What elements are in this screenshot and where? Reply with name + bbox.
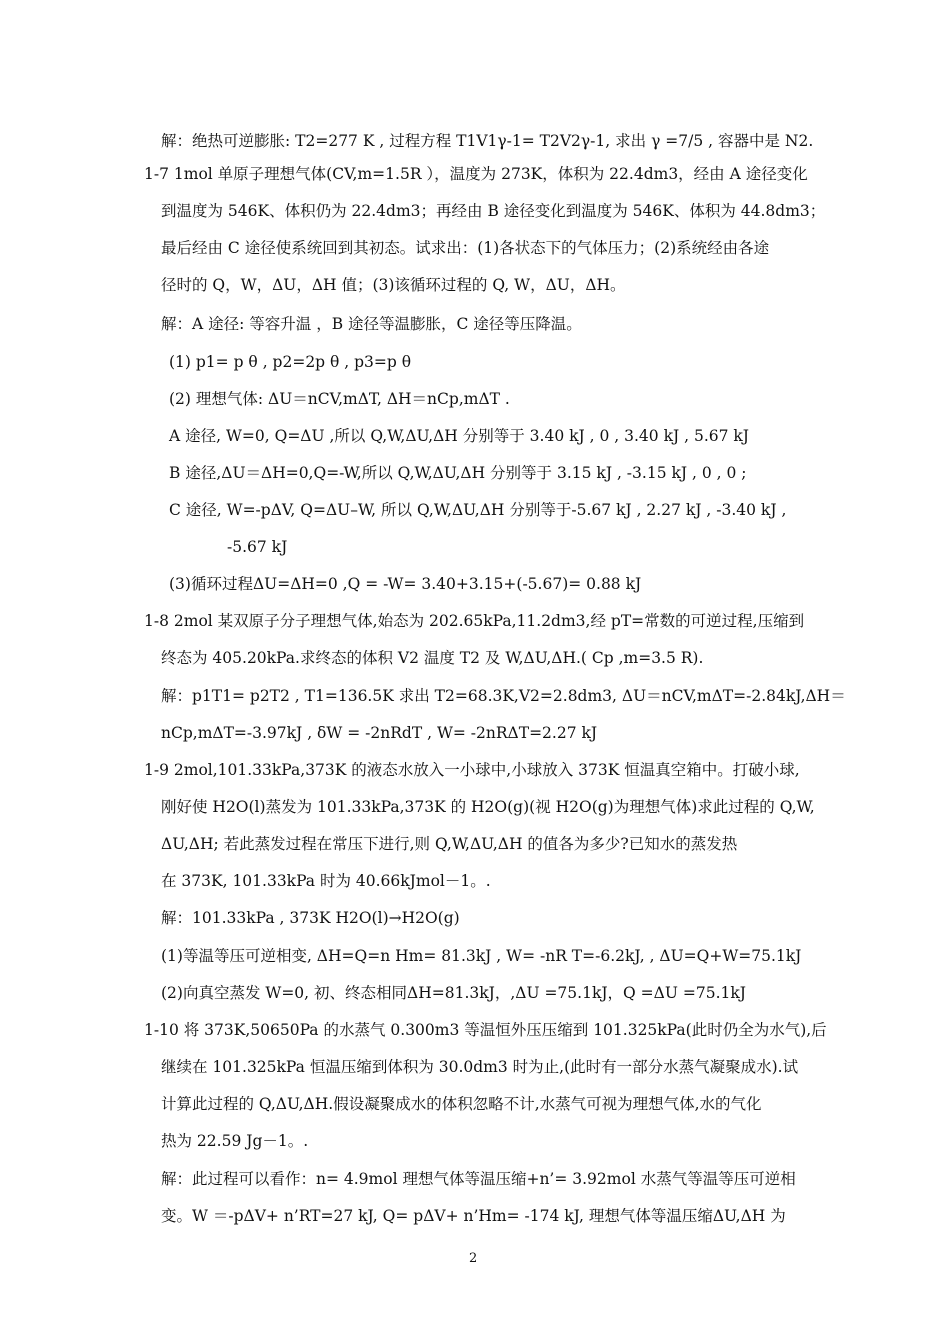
text-line: 终态为 405.20kPa.求终态的体积 V2 温度 T2 及 W,ΔU,ΔH.( Cp ,m=3.5 R). (161, 649, 704, 667)
text-line: (2)向真空蒸发 W=0, 初、终态相同ΔH=81.3kJ，,ΔU =75.1kJ，Q =ΔU =75.1kJ (161, 984, 746, 1002)
text-line: 继续在 101.325kPa 恒温压缩到体积为 30.0dm3 时为止,(此时有一部分水蒸气凝聚成水).试 (161, 1058, 799, 1076)
text-line: 最后经由 C 途径使系统回到其初态。试求出：(1)各状态下的气体压力；(2)系统经由各途 (161, 239, 770, 257)
text-line: C 途径, W=-pΔV, Q=ΔU–W, 所以 Q,W,ΔU,ΔH 分别等于-5.67 kJ , 2.27 kJ , -3.40 kJ , (169, 501, 787, 519)
text-line: 解：绝热可逆膨胀: T2=277 K , 过程方程 T1V1γ-1= T2V2γ-1, 求出 γ =7/5 , 容器中是 N2. (161, 132, 814, 150)
text-line: B 途径,ΔU＝ΔH=0,Q=-W,所以 Q,W,ΔU,ΔH 分别等于 3.15 kJ , -3.15 kJ , 0 , 0 ; (169, 464, 747, 482)
text-line: A 途径, W=0, Q=ΔU ,所以 Q,W,ΔU,ΔH 分别等于 3.40 kJ , 0 , 3.40 kJ , 5.67 kJ (169, 427, 750, 445)
text-line: nCp,mΔT=-3.97kJ , δW = -2nRdT , W= -2nRΔT=2.27 kJ (161, 724, 598, 742)
page-number: 2 (469, 1251, 478, 1266)
text-line: 解：p1T1= p2T2 , T1=136.5K 求出 T2=68.3K,V2=2.8dm3, ΔU＝nCV,mΔT=-2.84kJ,ΔH＝ (161, 687, 846, 705)
text-line: 变。W ＝-pΔV+ n’RT=27 kJ, Q= pΔV+ n’Hm= -174 kJ, 理想气体等温压缩ΔU,ΔH 为 (161, 1207, 786, 1225)
text-line: -5.67 kJ (227, 538, 288, 556)
text-line: 1-8 2mol 某双原子分子理想气体,始态为 202.65kPa,11.2dm3,经 pT=常数的可逆过程,压缩到 (144, 612, 805, 630)
text-line: 解：101.33kPa , 373K H2O(l)→H2O(g) (161, 909, 460, 927)
text-line: 解：此过程可以看作：n= 4.9mol 理想气体等温压缩+n’= 3.92mol 水蒸气等温等压可逆相 (161, 1170, 796, 1188)
text-line: 在 373K, 101.33kPa 时为 40.66kJmol－1。. (161, 872, 491, 890)
text-line: (1) p1= p θ , p2=2p θ , p3=p θ (169, 353, 412, 371)
text-line: 1-7 1mol 单原子理想气体(CV,m=1.5R ），温度为 273K，体积为 22.4dm3，经由 A 途径变化 (144, 165, 808, 183)
text-line: 1-10 将 373K,50650Pa 的水蒸气 0.300m3 等温恒外压压缩到 101.325kPa(此时仍全为水气),后 (144, 1021, 827, 1039)
text-line: 计算此过程的 Q,ΔU,ΔH.假设凝聚成水的体积忽略不计,水蒸气可视为理想气体,水的气化 (161, 1095, 762, 1113)
text-line: 到温度为 546K、体积仍为 22.4dm3；再经由 B 途径变化到温度为 546K、体积为 44.8dm3； (161, 202, 826, 220)
text-line: 刚好使 H2O(l)蒸发为 101.33kPa,373K 的 H2O(g)(视 H2O(g)为理想气体)求此过程的 Q,W, (161, 798, 815, 816)
text-line: ΔU,ΔH; 若此蒸发过程在常压下进行,则 Q,W,ΔU,ΔH 的值各为多少?已知水的蒸发热 (161, 835, 738, 853)
text-line: 径时的 Q，W，ΔU，ΔH 值；(3)该循环过程的 Q, W，ΔU，ΔH。 (161, 276, 626, 294)
text-line: 热为 22.59 Jg－1。. (161, 1132, 309, 1150)
text-line: 1-9 2mol,101.33kPa,373K 的液态水放入一小球中,小球放入 373K 恒温真空箱中。打破小球, (144, 761, 800, 779)
text-line: (2) 理想气体: ΔU＝nCV,mΔT, ΔH＝nCp,mΔT . (169, 390, 510, 408)
text-line: 解：A 途径: 等容升温 ，B 途径等温膨胀，C 途径等压降温。 (161, 315, 582, 333)
text-line: (1)等温等压可逆相变, ΔH=Q=n Hm= 81.3kJ , W= -nR T=-6.2kJ, , ΔU=Q+W=75.1kJ (161, 947, 802, 965)
text-line: (3)循环过程ΔU=ΔH=0 ,Q = -W= 3.40+3.15+(-5.67)= 0.88 kJ (169, 575, 642, 593)
